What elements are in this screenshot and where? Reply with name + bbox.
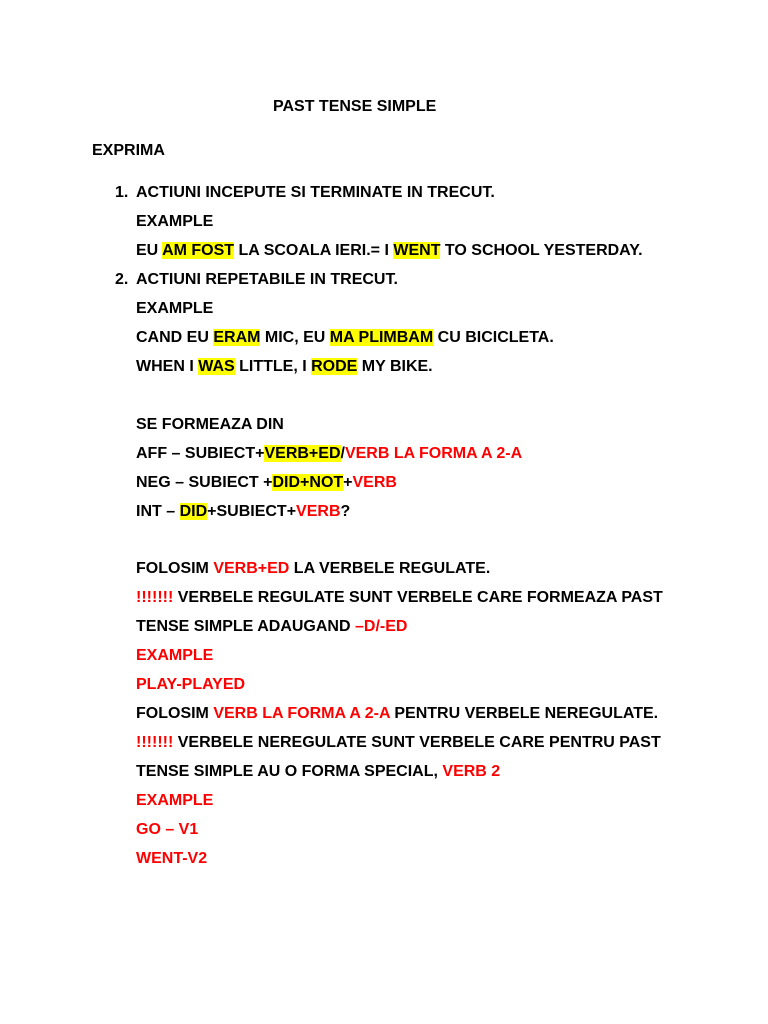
formula-text: INT – [136,503,180,520]
highlighted-word: WENT [393,242,441,259]
formula-text: +SUBIECT+ [207,503,297,520]
example-label: EXAMPLE [136,213,214,230]
formation-heading: SE FORMEAZA DIN [136,416,284,433]
rule-text: FOLOSIM [136,705,214,722]
list-item-2-text: ACTIUNI REPETABILE IN TRECUT. [136,271,398,288]
formation-neg [136,472,397,494]
example-label: EXAMPLE [136,792,214,809]
exclamation-marks: !!!!!!! [136,734,174,751]
formula-text: AFF – SUBIECT+ [136,445,265,462]
regular-note [136,587,663,609]
red-text: VERB+ED [213,560,290,577]
sentence-text: LITTLE, I [234,358,312,375]
rule-text: TENSE SIMPLE AU O FORMA SPECIAL, [136,763,443,780]
rule-text: VERBELE REGULATE SUNT VERBELE CARE FORMEAZA PAST [173,589,663,606]
formula-text: / [340,445,345,462]
highlighted-word: AM FOST [162,242,235,259]
exprima-heading: EXPRIMA [92,142,165,159]
red-text: VERB LA FORMA A 2-A [344,445,523,462]
sentence-text: CU BICICLETA. [433,329,554,346]
rule-text: PENTRU VERBELE NEREGULATE. [389,705,659,722]
highlighted-word: RODE [311,358,358,375]
example-sentence [136,327,554,349]
sentence-text: MY BIKE. [357,358,433,375]
page-title: PAST TENSE SIMPLE [273,98,437,115]
list-number-2: 2. [115,271,129,288]
highlighted-word: ERAM [213,329,261,346]
highlighted-word: DID+NOT [272,474,344,491]
irregular-example-v2: WENT-V2 [136,850,208,867]
example-label: EXAMPLE [136,300,214,317]
formation-aff [136,443,522,465]
exclamation-marks: !!!!!!! [136,589,174,606]
highlighted-word: MA PLIMBAM [329,329,434,346]
sentence-text: EU [136,242,163,259]
sentence-text: WHEN I [136,358,199,375]
regular-note-cont [136,616,407,638]
example-sentence [136,356,433,378]
formula-text: NEG – SUBIECT + [136,474,273,491]
formation-int [136,501,350,523]
sentence-text: CAND EU [136,329,214,346]
highlighted-word: WAS [198,358,235,375]
red-text: –D/-ED [354,618,408,635]
example-label: EXAMPLE [136,647,214,664]
red-text: VERB LA FORMA A 2-A [213,705,390,722]
sentence-text: MIC, EU [260,329,330,346]
red-text: VERB [296,503,341,520]
formula-text: ? [340,503,351,520]
example-sentence [136,240,643,262]
irregular-example-v1: GO – V1 [136,821,199,838]
sentence-text: LA SCOALA IERI.= I [234,242,394,259]
irregular-note [136,732,661,754]
regular-example: PLAY-PLAYED [136,676,246,693]
red-text: VERB 2 [442,763,501,780]
highlighted-word: DID [179,503,208,520]
irregular-rule [136,703,658,725]
rule-text: TENSE SIMPLE ADAUGAND [136,618,355,635]
regular-rule [136,558,490,580]
highlighted-word: VERB+ED [264,445,341,462]
list-item-1-text: ACTIUNI INCEPUTE SI TERMINATE IN TRECUT. [136,184,495,201]
list-number-1: 1. [115,184,129,201]
irregular-note-cont [136,761,500,783]
formula-text: + [343,474,353,491]
red-text: VERB [352,474,397,491]
rule-text: VERBELE NEREGULATE SUNT VERBELE CARE PENTRU PAST [173,734,661,751]
sentence-text: TO SCHOOL YESTERDAY. [440,242,643,259]
rule-text: FOLOSIM [136,560,214,577]
rule-text: LA VERBELE REGULATE. [289,560,491,577]
